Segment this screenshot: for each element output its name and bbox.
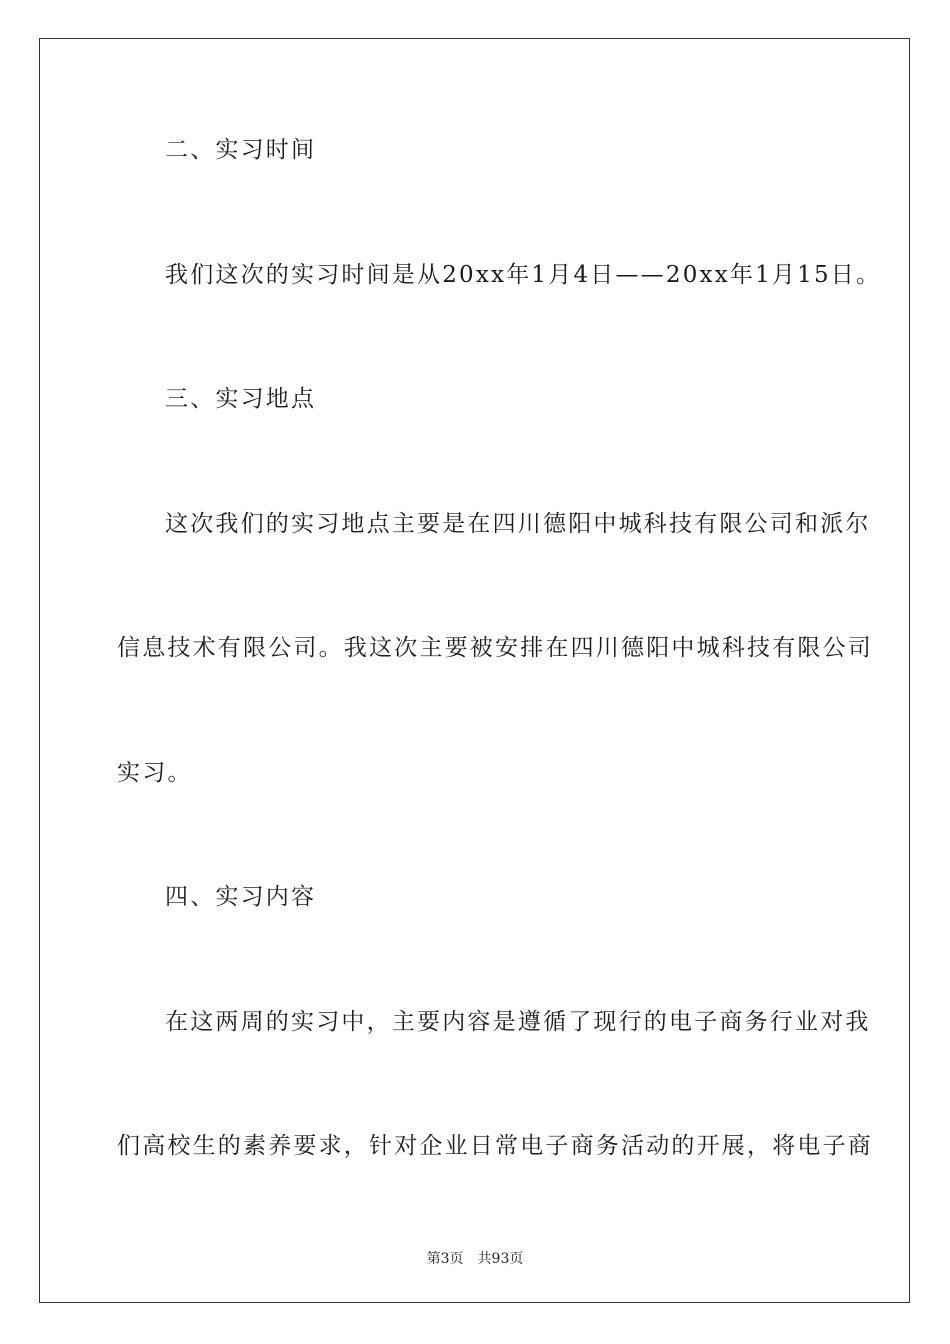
section-heading-content: 四、实习内容 [165, 884, 317, 910]
paragraph-line: 们高校生的素养要求，针对企业日常电子商务活动的开展，将电子商 [117, 1133, 873, 1159]
page-total: 共93页 [477, 1251, 524, 1267]
paragraph-line: 信息技术有限公司。我这次主要被安排在四川德阳中城科技有限公司 [117, 635, 873, 661]
paragraph-line: 我们这次的实习时间是从20xx年1月4日——20xx年1月15日。 [165, 262, 882, 288]
section-heading-time: 二、实习时间 [165, 137, 317, 163]
paragraph-line: 这次我们的实习地点主要是在四川德阳中城科技有限公司和派尔 [165, 511, 871, 537]
paragraph-line: 在这两周的实习中，主要内容是遵循了现行的电子商务行业对我 [165, 1009, 871, 1035]
page-border [39, 38, 910, 1303]
page-number: 第3页 [426, 1251, 464, 1267]
paragraph-line: 实习。 [117, 760, 193, 786]
section-heading-location: 三、实习地点 [165, 386, 317, 412]
page-footer [0, 1248, 950, 1268]
